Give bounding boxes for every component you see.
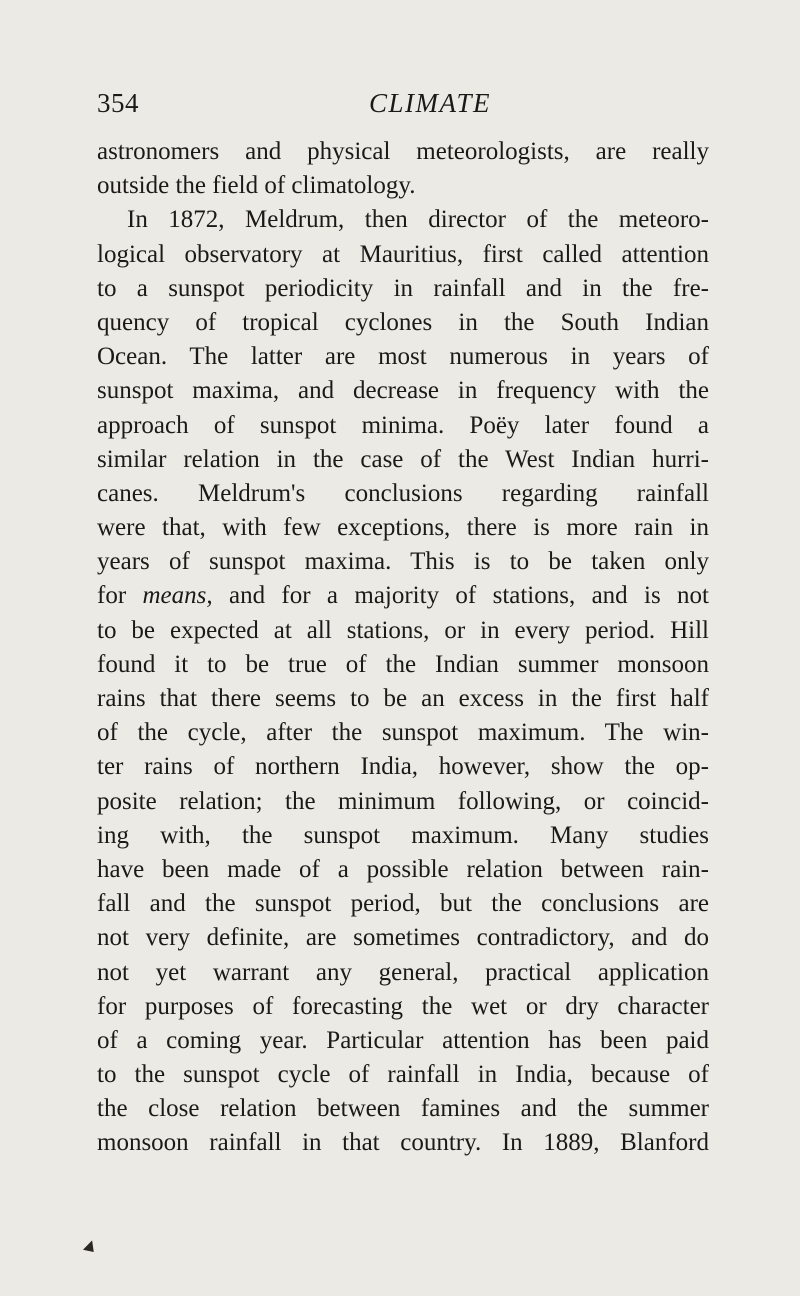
emphasized-word: means, [142,582,213,610]
text-line: not very definite, are sometimes contradictory, and do [97,924,709,952]
text-line: ing with, the sunspot maximum. Many studies [97,821,709,849]
text-line: found it to be true of the Indian summer monsoon [97,650,709,678]
text-line: monsoon rainfall in that country. In 1889, Blanford [97,1129,709,1157]
printer-mark-icon [83,1239,96,1252]
text-line: fall and the sunspot period, but the conclusions are [97,890,709,918]
text-line: years of sunspot maxima. This is to be taken only [97,548,709,576]
text-line: logical observatory at Mauritius, first called attention [97,240,709,268]
page-header [97,88,717,124]
text-line: of the cycle, after the sunspot maximum. The win- [97,719,709,747]
text-segment: for [97,582,143,610]
text-line: similar relation in the case of the West Indian hurri- [97,445,709,473]
text-line: sunspot maxima, and decrease in frequency with the [97,377,709,405]
text-line: the close relation between famines and the summer [97,1095,709,1123]
body-paragraph [97,135,709,1161]
text-line-with-emphasis [97,579,709,613]
text-line: Ocean. The latter are most numerous in years of [97,343,709,371]
text-line: approach of sunspot minima. Poëy later found a [97,411,709,439]
text-line: canes. Meldrum's conclusions regarding rainfall [97,479,709,507]
text-segment: and for a majority of stations, and is not [212,582,709,610]
text-line: ter rains of northern India, however, show the op- [97,753,709,781]
text-line: have been made of a possible relation between rain- [97,855,709,883]
page-number: 354 [97,88,139,118]
text-line: quency of tropical cyclones in the South Indian [97,308,709,336]
text-line: In 1872, Meldrum, then director of the meteoro- [127,206,709,234]
text-line: were that, with few exceptions, there is more rain in [97,514,709,542]
text-line: not yet warrant any general, practical application [97,958,709,986]
text-line: to be expected at all stations, or in every period. Hill [97,616,709,644]
running-head-title: CLIMATE [369,88,492,118]
text-line: to a sunspot periodicity in rainfall and in the fre- [97,274,709,302]
text-line: for purposes of forecasting the wet or dry character [97,992,709,1020]
text-line: of a coming year. Particular attention has been paid [97,1026,709,1054]
text-line: outside the field of climatology. [97,172,416,200]
text-line: astronomers and physical meteorologists, are really [97,138,709,165]
text-line: posite relation; the minimum following, or coincid- [97,787,709,815]
text-line: to the sunspot cycle of rainfall in India, because of [97,1061,709,1089]
text-line: rains that there seems to be an excess in the first half [97,685,709,712]
